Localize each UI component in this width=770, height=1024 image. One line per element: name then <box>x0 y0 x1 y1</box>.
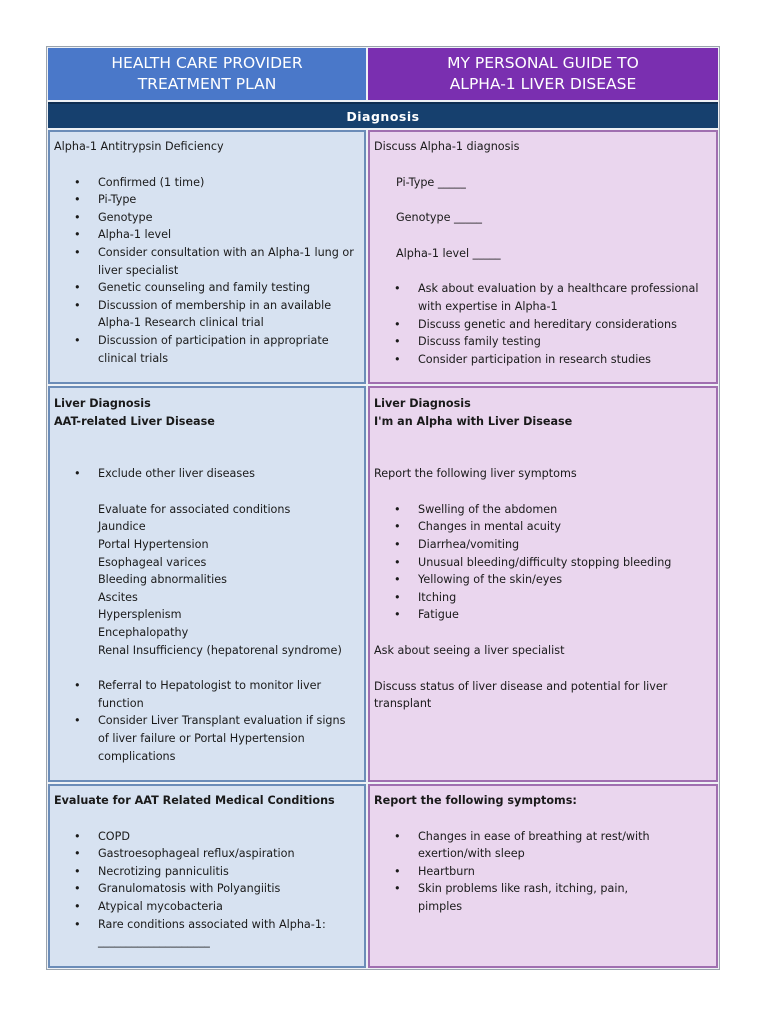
diagnosis-checklist <box>54 174 364 368</box>
referral-list <box>54 677 364 765</box>
list-item: • Genotype <box>98 209 358 227</box>
list-item: • Alpha-1 level <box>98 226 358 244</box>
list-item: • Consider participation in research studies <box>418 351 706 369</box>
list-item: • Fatigue <box>418 606 706 624</box>
list-item: • Ask about evaluation by a healthcare professional with expertise in Alpha-1 <box>418 280 706 315</box>
cell-title: Evaluate for AAT Related Medical Conditions <box>54 794 335 807</box>
list-item: • Genetic counseling and family testing <box>98 279 358 297</box>
list-item: • Pi-Type <box>98 191 358 209</box>
diagnosis-section-bar: Diagnosis <box>48 102 718 128</box>
report-symptoms-list <box>374 828 706 916</box>
ask-specialist-text: Ask about seeing a liver specialist <box>374 643 565 657</box>
list-item: • Itching <box>418 589 706 607</box>
condition-item: Hypersplenism <box>98 608 182 622</box>
list-item: • Referral to Hepatologist to monitor liver function <box>98 677 350 712</box>
report-symptoms-heading: Report the following liver symptoms <box>374 467 577 481</box>
liver-symptoms-list <box>374 501 706 624</box>
list-item: • Gastroesophageal reflux/aspiration <box>98 845 344 863</box>
condition-item: Portal Hypertension <box>98 537 209 551</box>
cell-subtitle: AAT-related Liver Disease <box>54 414 215 428</box>
exclude-list <box>54 465 364 483</box>
cell-title: Report the following symptoms: <box>374 794 577 807</box>
list-item: • Skin problems like rash, itching, pain, pimples <box>418 880 666 915</box>
medical-conditions-list <box>54 828 364 951</box>
discuss-transplant-text: Discuss status of liver disease and potential for liver transplant <box>374 679 668 711</box>
associated-conditions <box>54 501 364 659</box>
list-item: • Discuss genetic and hereditary considerations <box>418 316 706 334</box>
list-item: • Consider Liver Transplant evaluation if signs of liver failure or Portal Hypertension complications <box>98 712 350 765</box>
condition-item: Jaundice <box>98 520 146 534</box>
list-item: • Yellowing of the skin/eyes <box>418 571 706 589</box>
list-item: • COPD <box>98 828 344 846</box>
condition-item: Encephalopathy <box>98 625 189 639</box>
list-item: • Discussion of participation in appropriate clinical trials <box>98 332 358 367</box>
list-item: • Atypical mycobacteria <box>98 898 344 916</box>
list-item: • Rare conditions associated with Alpha-1: ____________________ <box>98 916 344 951</box>
header-guide-title: MY PERSONAL GUIDE TO ALPHA-1 LIVER DISEASE <box>447 54 639 93</box>
list-item: • Discussion of membership in an available Alpha-1 Research clinical trial <box>98 297 358 332</box>
header-provider-title: HEALTH CARE PROVIDER TREATMENT PLAN <box>111 54 303 93</box>
list-item: • Discuss family testing <box>418 333 706 351</box>
list-item: • Consider consultation with an Alpha-1 lung or liver specialist <box>98 244 358 279</box>
header-provider-plan <box>48 48 366 100</box>
condition-item: Bleeding abnormalities <box>98 573 227 587</box>
condition-item: Esophageal varices <box>98 555 207 569</box>
cell-guide-symptoms <box>368 784 718 968</box>
list-item: • Unusual bleeding/difficulty stopping bleeding <box>418 554 706 572</box>
list-item: • Necrotizing panniculitis <box>98 863 344 881</box>
diagnosis-discussion-list <box>374 280 706 368</box>
header-personal-guide <box>368 48 718 100</box>
list-item: • Swelling of the abdomen <box>418 501 706 519</box>
cell-title: Liver Diagnosis <box>54 397 151 410</box>
list-item: • Changes in ease of breathing at rest/with exertion/with sleep <box>418 828 666 863</box>
cell-title: Discuss Alpha-1 diagnosis <box>374 140 520 153</box>
list-item: • Diarrhea/vomiting <box>418 536 706 554</box>
condition-item: Evaluate for associated conditions <box>98 502 291 516</box>
cell-provider-diagnosis <box>48 130 366 384</box>
cell-title: Alpha-1 Antitrypsin Deficiency <box>54 140 224 153</box>
cell-provider-liver-diagnosis <box>48 386 366 782</box>
condition-item: Renal Insufficiency (hepatorenal syndrome) <box>98 643 342 657</box>
cell-provider-medical-conditions <box>48 784 366 968</box>
pitype-field: Pi-Type _____ <box>396 175 466 189</box>
genotype-field: Genotype _____ <box>396 211 483 225</box>
cell-subtitle: I'm an Alpha with Liver Disease <box>374 414 573 428</box>
cell-guide-liver-diagnosis <box>368 386 718 782</box>
list-item: • Granulomatosis with Polyangiitis <box>98 880 344 898</box>
list-item: • Exclude other liver diseases <box>98 465 364 483</box>
list-item: • Confirmed (1 time) <box>98 174 358 192</box>
cell-title: Liver Diagnosis <box>374 397 471 410</box>
cell-guide-diagnosis <box>368 130 718 384</box>
list-item: • Changes in mental acuity <box>418 518 706 536</box>
condition-item: Ascites <box>98 590 138 604</box>
alpha1-level-field: Alpha-1 level _____ <box>396 246 501 260</box>
list-item: • Heartburn <box>418 863 666 881</box>
